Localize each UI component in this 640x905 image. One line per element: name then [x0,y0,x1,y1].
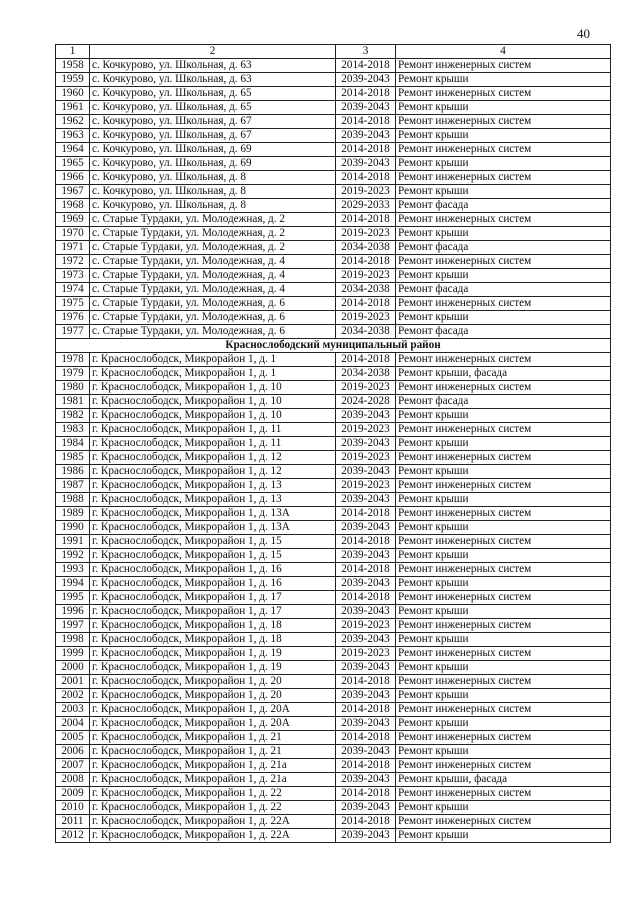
table-row [56,633,611,647]
work-type-cell: Ремонт крыши, фасада [396,773,611,787]
row-number: 1962 [56,115,90,129]
work-type-cell: Ремонт крыши [396,745,611,759]
row-number: 1977 [56,325,90,339]
period-cell: 2039-2043 [336,689,396,703]
period-cell: 2039-2043 [336,521,396,535]
work-type-cell: Ремонт инженерных систем [396,815,611,829]
work-type-cell: Ремонт инженерных систем [396,255,611,269]
address-cell: с. Кочкурово, ул. Школьная, д. 67 [90,115,336,129]
period-cell: 2039-2043 [336,157,396,171]
work-type-cell: Ремонт инженерных систем [396,507,611,521]
row-number: 1963 [56,129,90,143]
row-number: 1985 [56,451,90,465]
work-type-cell: Ремонт инженерных систем [396,563,611,577]
work-type-cell: Ремонт инженерных систем [396,423,611,437]
work-type-cell: Ремонт крыши [396,549,611,563]
address-cell: г. Краснослободск, Микрорайон 1, д. 22 [90,787,336,801]
period-cell: 2034-2038 [336,241,396,255]
table-row [56,647,611,661]
address-cell: с. Кочкурово, ул. Школьная, д. 69 [90,157,336,171]
table-row [56,101,611,115]
row-number: 1966 [56,171,90,185]
period-cell: 2039-2043 [336,801,396,815]
work-type-cell: Ремонт крыши [396,521,611,535]
table-row [56,353,611,367]
work-type-cell: Ремонт крыши [396,437,611,451]
row-number: 2010 [56,801,90,815]
period-cell: 2039-2043 [336,73,396,87]
work-type-cell: Ремонт крыши [396,717,611,731]
row-number: 1998 [56,633,90,647]
work-type-cell: Ремонт крыши [396,311,611,325]
row-number: 1996 [56,605,90,619]
work-type-cell: Ремонт инженерных систем [396,297,611,311]
work-type-cell: Ремонт инженерных систем [396,115,611,129]
row-number: 1982 [56,409,90,423]
period-cell: 2014-2018 [336,535,396,549]
period-cell: 2039-2043 [336,577,396,591]
address-cell: г. Краснослободск, Микрорайон 1, д. 11 [90,437,336,451]
row-number: 1980 [56,381,90,395]
address-cell: г. Краснослободск, Микрорайон 1, д. 20 [90,675,336,689]
table-row [56,829,611,843]
address-cell: г. Краснослободск, Микрорайон 1, д. 10 [90,409,336,423]
period-cell: 2014-2018 [336,115,396,129]
address-cell: г. Краснослободск, Микрорайон 1, д. 20А [90,717,336,731]
work-type-cell: Ремонт инженерных систем [396,647,611,661]
address-cell: с. Старые Турдаки, ул. Молодежная, д. 2 [90,213,336,227]
row-number: 1975 [56,297,90,311]
table-row [56,171,611,185]
address-cell: с. Старые Турдаки, ул. Молодежная, д. 4 [90,283,336,297]
period-cell: 2014-2018 [336,171,396,185]
table-row [56,367,611,381]
table-row [56,493,611,507]
table-row [56,297,611,311]
period-cell: 2014-2018 [336,563,396,577]
period-cell: 2019-2023 [336,381,396,395]
table-row [56,773,611,787]
table-row [56,199,611,213]
address-cell: г. Краснослободск, Микрорайон 1, д. 20А [90,703,336,717]
address-cell: г. Краснослободск, Микрорайон 1, д. 19 [90,647,336,661]
period-cell: 2034-2038 [336,283,396,297]
row-number: 1999 [56,647,90,661]
row-number: 1965 [56,157,90,171]
work-type-cell: Ремонт крыши [396,829,611,843]
address-cell: г. Краснослободск, Микрорайон 1, д. 13 [90,479,336,493]
work-type-cell: Ремонт крыши [396,493,611,507]
address-cell: г. Краснослободск, Микрорайон 1, д. 18 [90,633,336,647]
work-type-cell: Ремонт инженерных систем [396,171,611,185]
row-number: 1964 [56,143,90,157]
row-number: 1987 [56,479,90,493]
period-cell: 2014-2018 [336,143,396,157]
row-number: 1971 [56,241,90,255]
table-row [56,577,611,591]
table-row [56,269,611,283]
work-type-cell: Ремонт инженерных систем [396,213,611,227]
address-cell: с. Кочкурово, ул. Школьная, д. 63 [90,59,336,73]
address-cell: г. Краснослободск, Микрорайон 1, д. 11 [90,423,336,437]
table-row [56,563,611,577]
address-cell: г. Краснослободск, Микрорайон 1, д. 21 [90,731,336,745]
row-number: 1958 [56,59,90,73]
row-number: 1974 [56,283,90,297]
row-number: 2007 [56,759,90,773]
address-cell: с. Старые Турдаки, ул. Молодежная, д. 4 [90,255,336,269]
address-cell: г. Краснослободск, Микрорайон 1, д. 21а [90,773,336,787]
address-cell: с. Кочкурово, ул. Школьная, д. 8 [90,171,336,185]
address-cell: г. Краснослободск, Микрорайон 1, д. 16 [90,563,336,577]
work-type-cell: Ремонт крыши [396,689,611,703]
work-type-cell: Ремонт крыши [396,101,611,115]
table-row [56,591,611,605]
period-cell: 2014-2018 [336,815,396,829]
work-type-cell: Ремонт фасада [396,199,611,213]
header-col-3: 3 [336,45,396,59]
row-number: 2005 [56,731,90,745]
work-type-cell: Ремонт крыши [396,633,611,647]
table-row [56,703,611,717]
work-type-cell: Ремонт крыши [396,129,611,143]
header-col-1: 1 [56,45,90,59]
period-cell: 2039-2043 [336,605,396,619]
period-cell: 2019-2023 [336,479,396,493]
work-type-cell: Ремонт крыши, фасада [396,367,611,381]
work-type-cell: Ремонт крыши [396,801,611,815]
address-cell: г. Краснослободск, Микрорайон 1, д. 20 [90,689,336,703]
period-cell: 2039-2043 [336,493,396,507]
period-cell: 2014-2018 [336,787,396,801]
address-cell: с. Старые Турдаки, ул. Молодежная, д. 2 [90,227,336,241]
row-number: 2000 [56,661,90,675]
row-number: 1997 [56,619,90,633]
address-cell: г. Краснослободск, Микрорайон 1, д. 21а [90,759,336,773]
address-cell: г. Краснослободск, Микрорайон 1, д. 18 [90,619,336,633]
row-number: 1973 [56,269,90,283]
row-number: 1989 [56,507,90,521]
address-cell: г. Краснослободск, Микрорайон 1, д. 17 [90,605,336,619]
table-row [56,87,611,101]
period-cell: 2039-2043 [336,829,396,843]
table-row [56,395,611,409]
work-type-cell: Ремонт крыши [396,577,611,591]
row-number: 1960 [56,87,90,101]
row-number: 1976 [56,311,90,325]
row-number: 2011 [56,815,90,829]
header-col-4: 4 [396,45,611,59]
row-number: 1994 [56,577,90,591]
period-cell: 2014-2018 [336,59,396,73]
address-cell: г. Краснослободск, Микрорайон 1, д. 13 [90,493,336,507]
table-row [56,745,611,759]
header-row [56,45,611,59]
period-cell: 2014-2018 [336,87,396,101]
period-cell: 2014-2018 [336,297,396,311]
row-number: 2008 [56,773,90,787]
table-row [56,759,611,773]
row-number: 1967 [56,185,90,199]
table-row [56,619,611,633]
period-cell: 2019-2023 [336,185,396,199]
period-cell: 2039-2043 [336,745,396,759]
period-cell: 2014-2018 [336,703,396,717]
address-cell: г. Краснослободск, Микрорайон 1, д. 22А [90,829,336,843]
period-cell: 2039-2043 [336,717,396,731]
period-cell: 2039-2043 [336,661,396,675]
table-row [56,213,611,227]
period-cell: 2039-2043 [336,101,396,115]
row-number: 1993 [56,563,90,577]
row-number: 1986 [56,465,90,479]
period-cell: 2014-2018 [336,353,396,367]
table-row [56,59,611,73]
work-type-cell: Ремонт крыши [396,157,611,171]
address-cell: г. Краснослободск, Микрорайон 1, д. 12 [90,465,336,479]
work-type-cell: Ремонт крыши [396,185,611,199]
period-cell: 2019-2023 [336,227,396,241]
row-number: 1983 [56,423,90,437]
period-cell: 2039-2043 [336,633,396,647]
period-cell: 2014-2018 [336,213,396,227]
row-number: 1988 [56,493,90,507]
table-row [56,283,611,297]
period-cell: 2019-2023 [336,619,396,633]
work-type-cell: Ремонт инженерных систем [396,479,611,493]
address-cell: г. Краснослободск, Микрорайон 1, д. 22 [90,801,336,815]
section-title: Краснослободский муниципальный район [56,339,611,353]
row-number: 2002 [56,689,90,703]
table-row [56,479,611,493]
period-cell: 2039-2043 [336,409,396,423]
work-type-cell: Ремонт инженерных систем [396,675,611,689]
row-number: 1961 [56,101,90,115]
row-number: 2004 [56,717,90,731]
table-row [56,451,611,465]
table-row [56,157,611,171]
row-number: 1984 [56,437,90,451]
address-cell: г. Краснослободск, Микрорайон 1, д. 10 [90,381,336,395]
table-row [56,717,611,731]
address-cell: с. Старые Турдаки, ул. Молодежная, д. 2 [90,241,336,255]
period-cell: 2019-2023 [336,269,396,283]
address-cell: г. Краснослободск, Микрорайон 1, д. 22А [90,815,336,829]
table-row [56,731,611,745]
table-row [56,605,611,619]
work-type-cell: Ремонт инженерных систем [396,143,611,157]
work-type-cell: Ремонт крыши [396,269,611,283]
period-cell: 2019-2023 [336,311,396,325]
address-cell: г. Краснослободск, Микрорайон 1, д. 13А [90,521,336,535]
period-cell: 2019-2023 [336,647,396,661]
address-cell: с. Старые Турдаки, ул. Молодежная, д. 6 [90,297,336,311]
row-number: 2012 [56,829,90,843]
address-cell: г. Краснослободск, Микрорайон 1, д. 19 [90,661,336,675]
row-number: 1972 [56,255,90,269]
period-cell: 2039-2043 [336,437,396,451]
address-cell: г. Краснослободск, Микрорайон 1, д. 21 [90,745,336,759]
row-number: 1968 [56,199,90,213]
address-cell: с. Кочкурово, ул. Школьная, д. 65 [90,101,336,115]
work-type-cell: Ремонт крыши [396,605,611,619]
period-cell: 2024-2028 [336,395,396,409]
repair-schedule-table [55,44,611,843]
table-row [56,507,611,521]
table-row [56,465,611,479]
address-cell: с. Кочкурово, ул. Школьная, д. 65 [90,87,336,101]
period-cell: 2014-2018 [336,591,396,605]
work-type-cell: Ремонт крыши [396,73,611,87]
table-row [56,689,611,703]
address-cell: г. Краснослободск, Микрорайон 1, д. 12 [90,451,336,465]
table-row [56,787,611,801]
row-number: 1990 [56,521,90,535]
address-cell: г. Краснослободск, Микрорайон 1, д. 15 [90,535,336,549]
table-row [56,227,611,241]
address-cell: с. Кочкурово, ул. Школьная, д. 67 [90,129,336,143]
table-row [56,73,611,87]
work-type-cell: Ремонт инженерных систем [396,591,611,605]
period-cell: 2014-2018 [336,675,396,689]
period-cell: 2039-2043 [336,549,396,563]
work-type-cell: Ремонт инженерных систем [396,381,611,395]
address-cell: г. Краснослободск, Микрорайон 1, д. 17 [90,591,336,605]
work-type-cell: Ремонт инженерных систем [396,787,611,801]
work-type-cell: Ремонт фасада [396,283,611,297]
table-row [56,437,611,451]
period-cell: 2029-2033 [336,199,396,213]
address-cell: г. Краснослободск, Микрорайон 1, д. 15 [90,549,336,563]
work-type-cell: Ремонт инженерных систем [396,59,611,73]
table-row [56,815,611,829]
row-number: 1995 [56,591,90,605]
work-type-cell: Ремонт фасада [396,325,611,339]
period-cell: 2014-2018 [336,759,396,773]
page-number: 40 [577,26,590,41]
table-row [56,143,611,157]
work-type-cell: Ремонт инженерных систем [396,759,611,773]
address-cell: с. Кочкурово, ул. Школьная, д. 8 [90,185,336,199]
address-cell: с. Старые Турдаки, ул. Молодежная, д. 4 [90,269,336,283]
row-number: 1992 [56,549,90,563]
work-type-cell: Ремонт фасада [396,395,611,409]
period-cell: 2034-2038 [336,367,396,381]
address-cell: с. Старые Турдаки, ул. Молодежная, д. 6 [90,311,336,325]
address-cell: г. Краснослободск, Микрорайон 1, д. 16 [90,577,336,591]
period-cell: 2014-2018 [336,731,396,745]
row-number: 1970 [56,227,90,241]
work-type-cell: Ремонт фасада [396,241,611,255]
row-number: 2001 [56,675,90,689]
row-number: 1981 [56,395,90,409]
address-cell: г. Краснослободск, Микрорайон 1, д. 13А [90,507,336,521]
row-number: 1978 [56,353,90,367]
period-cell: 2039-2043 [336,465,396,479]
row-number: 2006 [56,745,90,759]
table-row [56,409,611,423]
work-type-cell: Ремонт инженерных систем [396,703,611,717]
table-row [56,661,611,675]
address-cell: г. Краснослободск, Микрорайон 1, д. 10 [90,395,336,409]
table-row [56,521,611,535]
address-cell: г. Краснослободск, Микрорайон 1, д. 1 [90,353,336,367]
work-type-cell: Ремонт крыши [396,465,611,479]
table-row [56,801,611,815]
row-number: 2003 [56,703,90,717]
address-cell: с. Кочкурово, ул. Школьная, д. 63 [90,73,336,87]
table-row [56,185,611,199]
work-type-cell: Ремонт инженерных систем [396,731,611,745]
address-cell: с. Кочкурово, ул. Школьная, д. 69 [90,143,336,157]
work-type-cell: Ремонт инженерных систем [396,87,611,101]
table-row [56,241,611,255]
row-number: 1969 [56,213,90,227]
address-cell: с. Кочкурово, ул. Школьная, д. 8 [90,199,336,213]
address-cell: с. Старые Турдаки, ул. Молодежная, д. 6 [90,325,336,339]
period-cell: 2039-2043 [336,773,396,787]
address-cell: г. Краснослободск, Микрорайон 1, д. 1 [90,367,336,381]
row-number: 1959 [56,73,90,87]
work-type-cell: Ремонт инженерных систем [396,353,611,367]
table-row [56,115,611,129]
table-row [56,535,611,549]
work-type-cell: Ремонт инженерных систем [396,535,611,549]
table-row [56,549,611,563]
work-type-cell: Ремонт крыши [396,409,611,423]
work-type-cell: Ремонт инженерных систем [396,451,611,465]
period-cell: 2039-2043 [336,129,396,143]
period-cell: 2034-2038 [336,325,396,339]
row-number: 1979 [56,367,90,381]
period-cell: 2019-2023 [336,451,396,465]
work-type-cell: Ремонт крыши [396,661,611,675]
period-cell: 2014-2018 [336,255,396,269]
period-cell: 2019-2023 [336,423,396,437]
table-row [56,675,611,689]
work-type-cell: Ремонт крыши [396,227,611,241]
period-cell: 2014-2018 [336,507,396,521]
row-number: 2009 [56,787,90,801]
table-row [56,311,611,325]
table-row [56,325,611,339]
table-body [56,45,611,843]
table-row [56,381,611,395]
row-number: 1991 [56,535,90,549]
work-type-cell: Ремонт инженерных систем [396,619,611,633]
table-row [56,129,611,143]
header-col-2: 2 [90,45,336,59]
section-row [56,339,611,353]
table-row [56,423,611,437]
table-row [56,255,611,269]
